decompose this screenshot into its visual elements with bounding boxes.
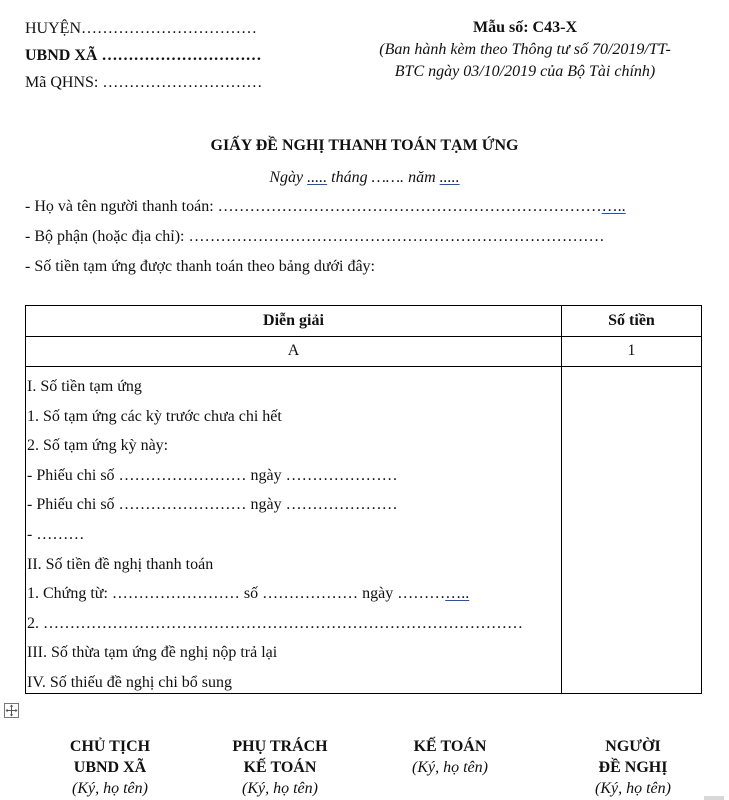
subheader-description: A [287, 342, 300, 359]
table-row: I. Số tiền tạm ứng [27, 378, 142, 395]
signature-title: KẾ TOÁN [243, 759, 317, 776]
signature-note: (Ký, họ tên) [595, 780, 671, 797]
payer-name-field [25, 198, 626, 216]
signature-accountant [380, 736, 520, 778]
budget-code-line: Mã QHNS: ………………………… [25, 74, 263, 91]
table-row: - Phiếu chi số …………………… ngày ………………… [27, 496, 398, 514]
col-header-description: Diễn giải [263, 312, 324, 329]
signature-title: UBND XÃ [73, 759, 147, 776]
table-row: - Phiếu chi số …………………… ngày ………………… [27, 466, 398, 484]
table-row [26, 579, 560, 609]
signature-chairman [40, 736, 180, 799]
year-label: năm [408, 169, 436, 186]
signature-note: (Ký, họ tên) [242, 780, 318, 797]
issued-line-1: (Ban hành kèm theo Thông tư số 70/2019/TT- [379, 41, 671, 58]
row-text: 1. Chứng từ: …………………… số ……………… ngày ……… [27, 585, 446, 603]
signature-title: KẾ TOÁN [413, 738, 487, 755]
form-number: Mẫu số: C43-X [473, 19, 577, 36]
signature-requester [563, 736, 703, 799]
row-end: ….. [445, 585, 470, 603]
signature-chief-accountant [210, 736, 350, 799]
table-row: 2. ……………………………………………………………………………… [27, 614, 523, 632]
header-left [25, 15, 262, 96]
table-row: 2. Số tạm ứng kỳ này: [27, 437, 169, 455]
issued-line-2: BTC ngày 03/10/2019 của Bộ Tài chính) [394, 63, 656, 80]
table-row: III. Số thừa tạm ứng đề nghị nộp trả lại [27, 644, 278, 662]
subheader-divider [26, 366, 701, 367]
department-field: - Bộ phận (hoặc địa chỉ): …………………………………………………………………… [25, 228, 605, 245]
payment-table [25, 305, 702, 694]
document-title: GIẤY ĐỀ NGHỊ THANH TOÁN TẠM ỨNG [210, 137, 519, 154]
month-label: tháng ……. [331, 169, 405, 186]
move-arrows-icon [5, 704, 18, 717]
table-row: IV. Số thiếu đề nghị chi bổ sung [27, 673, 233, 691]
table-body [26, 372, 560, 698]
header-right [360, 17, 690, 83]
signature-note: (Ký, họ tên) [412, 759, 488, 776]
column-divider [561, 306, 562, 693]
scrollbar-thumb[interactable] [704, 796, 724, 800]
payer-name-end: ….. [601, 198, 626, 215]
signature-title: ĐỀ NGHỊ [598, 759, 668, 776]
day-label: Ngày [269, 169, 304, 186]
table-row: - ……… [27, 525, 85, 543]
header-divider [26, 336, 701, 337]
district-line: HUYỆN…………………………… [25, 20, 257, 37]
commune-line: UBND XÃ ………………………… [25, 47, 262, 64]
signature-title: NGƯỜI [605, 738, 661, 755]
col-header-amount: Số tiền [608, 312, 655, 329]
day-value: ..... [307, 169, 328, 186]
subheader-amount: 1 [627, 342, 636, 359]
date-line [0, 169, 729, 187]
signature-title: PHỤ TRÁCH [232, 738, 328, 755]
signature-title: CHỦ TỊCH [69, 738, 151, 755]
table-move-handle[interactable] [4, 703, 19, 718]
payer-name-label: - Họ và tên người thanh toán: ……………………………………………………………… [25, 198, 602, 215]
amount-note: - Số tiền tạm ứng được thanh toán theo bảng dưới đây: [25, 258, 375, 275]
signature-note: (Ký, họ tên) [72, 780, 148, 797]
year-value: ..... [439, 169, 460, 186]
table-row: 1. Số tạm ứng các kỳ trước chưa chi hết [27, 407, 282, 425]
table-row: II. Số tiền đề nghị thanh toán [27, 555, 214, 573]
